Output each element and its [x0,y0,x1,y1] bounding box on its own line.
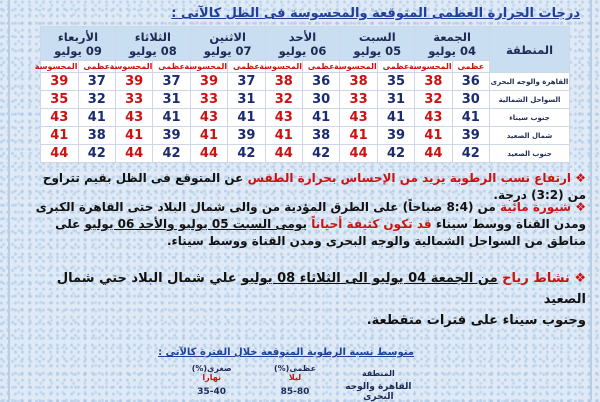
max-temp-cell: 42 [452,145,489,163]
felt-temp-cell: 33 [340,91,377,109]
felt-temp-cell: 38 [265,73,302,91]
max-temp-cell: 31 [228,91,265,109]
max-temp-cell: 39 [452,127,489,145]
felt-temp-cell: 44 [41,145,79,163]
wind-note-lead: نشاط رياح [502,271,570,286]
day-header: الأحد 06 يوليو [265,27,340,61]
max-temp-cell: 41 [78,109,115,127]
max-temp-cell: 39 [377,127,414,145]
table-row [41,73,570,91]
fog-note [26,199,586,250]
max-temp-cell: 42 [228,145,265,163]
day-header: الجمعة 04 يوليو [415,27,490,61]
wind-note-areas: علي شمال البلاد حتي شمال الصعيد [56,271,586,307]
day-header: الاثنين 07 يوليو [190,27,265,61]
felt-temp-cell: 33 [190,91,227,109]
felt-temp-cell: 44 [340,145,377,163]
max-temp-cell: 39 [153,127,190,145]
humidity-table-title: متوسط نسبة الرطوبة المتوقعة خلال الفترة كالآتى : [158,347,414,358]
table-row [41,127,570,145]
max-temp-cell: 31 [377,91,414,109]
region-header: المنطقة [490,27,570,73]
region-cell: جنوب الصعيد [490,145,570,163]
humidity-max-header: عظمى(%) ليلا [273,364,317,382]
region-cell: السواحل الشمالية [490,91,570,109]
table-header-row [41,27,570,61]
table-body [41,73,570,163]
humidity-table [170,364,420,402]
felt-subheader: المحسوسة [34,62,78,71]
table-row [41,145,570,163]
felt-temp-cell: 35 [41,91,79,109]
max-temp-cell: 36 [452,73,489,91]
max-temp-cell: 42 [302,145,339,163]
bullet-icon: ❖ [575,171,586,185]
max-temp-cell: 36 [302,73,339,91]
felt-temp-cell: 41 [340,127,377,145]
max-temp-cell: 30 [452,91,489,109]
humidity-min-value: 35-40 [197,387,227,397]
bullet-icon: ❖ [575,200,586,214]
region-cell: شمال الصعيد [490,127,570,145]
felt-temp-cell: 39 [41,73,79,91]
felt-temp-cell: 41 [265,127,302,145]
felt-temp-cell: 43 [41,109,79,127]
fog-note-areas: على مناطق من السواحل الشمالية والوجه البحرى ومدن القناة ووسط سيناء. [55,217,586,248]
max-temp-cell: 41 [377,109,414,127]
humidity-note-text: عن المتوقع فى الظل بقيم تتراوح من (3:2) درجة. [42,171,586,202]
felt-temp-cell: 32 [265,91,302,109]
max-subheader: عظمى [153,61,190,73]
bullet-icon: ❖ [574,271,586,286]
region-cell: جنوب سيناء [490,109,570,127]
felt-temp-cell: 43 [190,109,227,127]
felt-temp-cell: 39 [115,73,152,91]
fog-note-lead: شبورة مائية [500,200,572,214]
max-temp-cell: 31 [153,91,190,109]
max-temp-cell: 42 [153,145,190,163]
max-temp-cell: 38 [78,127,115,145]
felt-temp-cell: 43 [415,109,452,127]
felt-temp-cell: 41 [41,127,79,145]
humidity-header-row [170,364,420,382]
table-row [41,109,570,127]
max-temp-cell: 38 [302,127,339,145]
max-subheader: عظمى [228,61,265,73]
max-subheader: عظمى [377,61,414,73]
felt-temp-cell: 43 [340,109,377,127]
felt-subheader: المحسوسة [334,62,377,71]
page-heading: درجات الحرارة العظمى المتوقعة والمحسوسة فى الظل كالآتى : [171,6,580,21]
felt-temp-cell: 44 [265,145,302,163]
max-temp-cell: 37 [153,73,190,91]
max-temp-cell: 30 [302,91,339,109]
felt-temp-cell: 41 [415,127,452,145]
humidity-region: القاهرة والوجه البحرى [345,382,412,402]
day-header: الثلاثاء 08 يوليو [115,27,190,61]
felt-temp-cell: 33 [115,91,152,109]
humidity-min-header: صغرى(%) نهارا [191,364,232,382]
day-header: السبت 05 يوليو [340,27,415,61]
max-temp-cell: 41 [153,109,190,127]
max-temp-cell: 32 [78,91,115,109]
felt-temp-cell: 43 [115,109,152,127]
max-temp-cell: 41 [302,109,339,127]
max-temp-cell: 41 [228,109,265,127]
max-temp-cell: 39 [228,127,265,145]
temperature-table [34,26,570,163]
felt-subheader: المحسوسة [259,62,302,71]
felt-subheader: المحسوسة [408,62,452,71]
max-temp-cell: 42 [78,145,115,163]
wind-note-areas-2: وجنوب سيناء على فترات متقطعة. [366,313,586,328]
max-temp-cell: 37 [78,73,115,91]
max-subheader: عظمى [302,61,339,73]
wind-note-dates: من الجمعة 04 يوليو الى الثلاثاء 08 يوليو [241,271,498,286]
felt-temp-cell: 44 [190,145,227,163]
felt-temp-cell: 38 [415,73,452,91]
felt-temp-cell: 43 [265,109,302,127]
max-temp-cell: 41 [452,109,489,127]
felt-temp-cell: 41 [115,127,152,145]
fog-note-days: يومى السبت 05 يوليو والأحد 06 يوليو [84,217,308,231]
felt-temp-cell: 38 [340,73,377,91]
felt-temp-cell: 44 [115,145,152,163]
felt-temp-cell: 44 [415,145,452,163]
max-subheader: عظمى [78,61,115,73]
humidity-region-header: المنطقة [361,368,395,378]
felt-subheader: المحسوسة [109,62,153,71]
humidity-row [170,382,420,402]
felt-temp-cell: 32 [415,91,452,109]
max-subheader: عظمى [452,61,489,73]
max-temp-cell: 42 [377,145,414,163]
fog-note-text: من (8:4 صباحاً) على الطرق المؤدية من والى شمال البلاد حتى القاهرة الكبرى ومدن القناة ووسط سيناء [35,200,586,231]
table-row [41,91,570,109]
fog-note-dense: قد تكون كثيفة أحياناً [311,217,432,231]
max-temp-cell: 37 [228,73,265,91]
felt-temp-cell: 41 [190,127,227,145]
felt-temp-cell: 39 [190,73,227,91]
day-header: الأربعاء 09 يوليو [41,27,116,61]
max-temp-cell: 35 [377,73,414,91]
region-cell: القاهرة والوجه البحرى [490,73,570,91]
humidity-max-value: 85-80 [280,387,310,397]
humidity-note-lead: ارتفاع نسب الرطوبة يزيد من الإحساس بحرارة الطقس [247,171,572,185]
felt-subheader: المحسوسة [184,62,228,71]
wind-note [26,268,586,331]
